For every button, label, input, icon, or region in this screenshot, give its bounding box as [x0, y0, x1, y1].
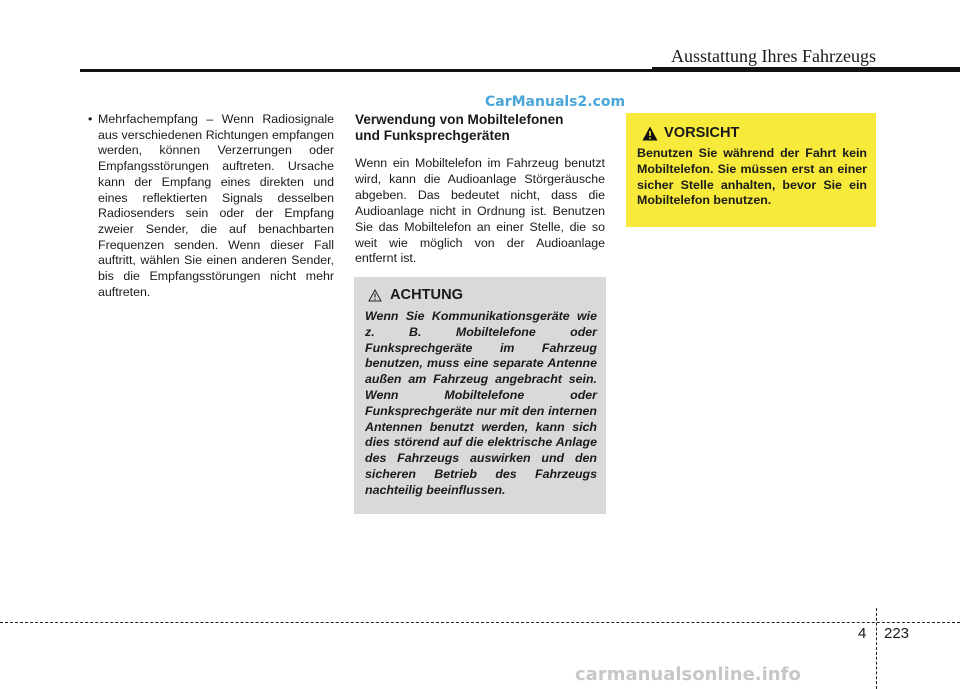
- vorsicht-warning-box: [626, 113, 876, 227]
- bullet-icon: •: [88, 112, 93, 126]
- achtung-title: ACHTUNG: [390, 287, 463, 303]
- column-middle: [355, 112, 605, 267]
- section-heading-line1: Verwendung von Mobiltelefonen: [355, 112, 564, 127]
- page-header-title: Ausstattung Ihres Fahrzeugs: [671, 46, 876, 66]
- bullet-paragraph-multipath: Mehrfachempfang – Wenn Radiosignale aus verschiedenen Richtungen empfangen werden, können Verzerrungen oder Empfangsstörungen auftreten. Ursache kann der Empfang eines direkten und eines reflektierten Signals desselben Radiosenders sein oder der Empfang zweier Sender, die auf benachbarten Frequenzen senden. Wenn dieser Fall auftritt, wählen Sie einen anderen Sender, bis die Empfangsstörungen nicht mehr auftreten.: [98, 112, 334, 299]
- warning-triangle-icon: [642, 126, 658, 141]
- section-heading: [355, 112, 605, 144]
- watermark-bottom[interactable]: carmanualsonline.info: [575, 664, 801, 685]
- column-left: [88, 112, 334, 300]
- achtung-text: Wenn Sie Kommunikationsgeräte wie z. B. Mobiltelefone oder Funksprechgeräte im Fahrzeug benutzen, muss eine separate Antenne außen am Fahrzeug angebracht sein. Wenn Mobiltelefone oder Funksprechgeräte nur mit den internen Antennen benutzt werden, kann sich dies störend auf die elektrische Anlage des Fahrzeugs auswirken und den sicheren Betrieb des Fahrzeugs nachteilig beeinflussen.: [365, 309, 597, 497]
- page-number: 223: [884, 625, 910, 642]
- caution-triangle-outline-icon: [368, 289, 382, 302]
- page-number-divider: [876, 608, 877, 689]
- achtung-notice-box: [354, 277, 606, 514]
- section-body: Wenn ein Mobiltelefon im Fahrzeug benutzt wird, kann die Audioanlage Störgeräusche abgeben. Das bedeutet nicht, dass die Audioanlage nicht in Ordnung ist. Benutzen Sie das Mobiltelefon an einer Stelle, die so weit wie möglich von der Audioanlage entfernt ist.: [355, 156, 605, 266]
- vorsicht-header: [637, 123, 867, 143]
- header-rule-accent: [652, 67, 960, 72]
- vorsicht-text: Benutzen Sie während der Fahrt kein Mobiltelefon. Sie müssen erst an einer sicher Stelle anhalten, bevor Sie ein Mobiltelefon benutzen.: [637, 146, 867, 208]
- vorsicht-title: VORSICHT: [664, 125, 740, 141]
- chapter-number: 4: [858, 625, 867, 642]
- section-heading-line2: und Funksprechgeräten: [355, 128, 510, 143]
- watermark-top[interactable]: CarManuals2.com: [485, 94, 626, 110]
- footer-rule: [0, 622, 960, 623]
- achtung-header: [365, 285, 597, 305]
